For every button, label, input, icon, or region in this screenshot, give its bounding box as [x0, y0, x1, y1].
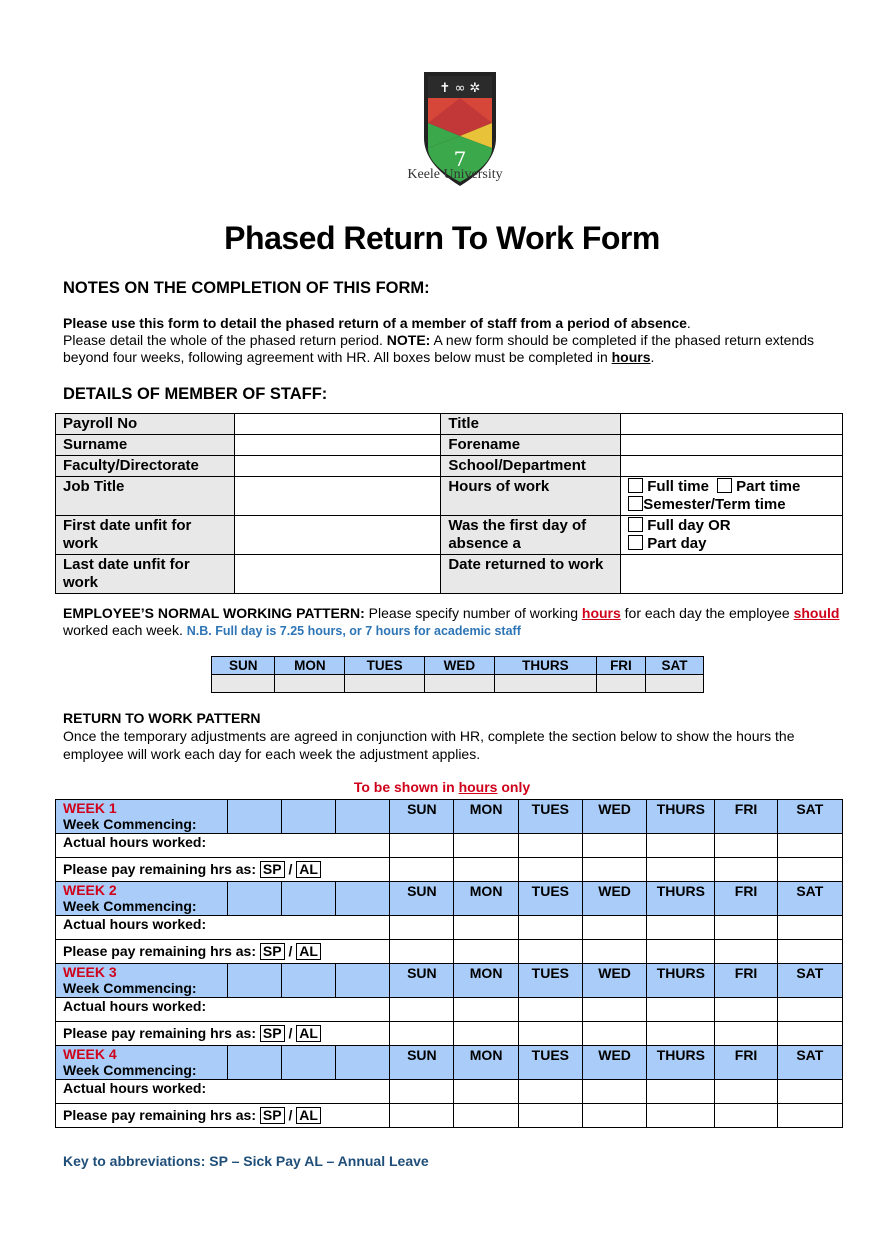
payroll-field[interactable]	[234, 414, 440, 435]
pay-remaining-field[interactable]	[518, 1022, 582, 1046]
first-unfit-field[interactable]	[234, 516, 440, 555]
svg-text:✝ ∞ ✲: ✝ ∞ ✲	[439, 81, 481, 96]
pay-remaining-field[interactable]	[390, 1022, 454, 1046]
details-heading: DETAILS OF MEMBER OF STAFF:	[63, 385, 328, 403]
week-commencing-field[interactable]	[336, 964, 390, 998]
day-hours-field[interactable]	[345, 675, 425, 693]
day-header: FRI	[715, 1046, 777, 1080]
week-commencing-field[interactable]	[227, 882, 281, 916]
week-label-cell: WEEK 1 Week Commencing:	[56, 800, 228, 834]
school-field[interactable]	[621, 456, 843, 477]
actual-hours-field[interactable]	[582, 1080, 646, 1104]
pay-remaining-row: Please pay remaining hrs as: SP / AL	[56, 1022, 390, 1046]
day-hours-field[interactable]	[596, 675, 645, 693]
day-header: FRI	[596, 657, 645, 675]
day-header: WED	[582, 882, 646, 916]
day-header: SAT	[777, 800, 842, 834]
hours-of-work-options: Full time Part time Semester/Term time	[621, 477, 843, 516]
semester-checkbox[interactable]	[628, 496, 643, 511]
day-hours-field[interactable]	[424, 675, 494, 693]
week-commencing-field[interactable]	[281, 882, 335, 916]
actual-hours-field[interactable]	[390, 916, 454, 940]
date-returned-field[interactable]	[621, 555, 843, 594]
pay-remaining-field[interactable]	[390, 858, 454, 882]
actual-hours-field[interactable]	[777, 1080, 842, 1104]
sp-option[interactable]: SP	[260, 861, 285, 878]
actual-hours-field[interactable]	[454, 834, 518, 858]
first-unfit-label: First date unfit for work	[56, 516, 235, 555]
pay-remaining-field[interactable]	[777, 940, 842, 964]
faculty-field[interactable]	[234, 456, 440, 477]
surname-label: Surname	[56, 435, 235, 456]
pay-remaining-field[interactable]	[390, 1104, 454, 1128]
day-header: SAT	[777, 1046, 842, 1080]
sp-option[interactable]: SP	[260, 1025, 285, 1042]
page-title: Phased Return To Work Form	[224, 220, 660, 256]
al-option[interactable]: AL	[296, 1025, 321, 1042]
surname-field[interactable]	[234, 435, 440, 456]
pay-remaining-field[interactable]	[647, 858, 715, 882]
title-field[interactable]	[621, 414, 843, 435]
actual-hours-field[interactable]	[582, 998, 646, 1022]
day-header: THURS	[647, 964, 715, 998]
day-header: TUES	[518, 964, 582, 998]
actual-hours-label: Actual hours worked:	[56, 834, 390, 858]
pay-remaining-field[interactable]	[715, 1104, 777, 1128]
pay-remaining-field[interactable]	[454, 940, 518, 964]
first-day-question: Was the first day of absence a	[441, 516, 621, 555]
last-unfit-field[interactable]	[234, 555, 440, 594]
day-header: TUES	[518, 882, 582, 916]
day-header: THURS	[647, 882, 715, 916]
staff-details-table	[55, 413, 843, 594]
week-commencing-field[interactable]	[336, 882, 390, 916]
pay-remaining-field[interactable]	[715, 940, 777, 964]
al-option[interactable]: AL	[296, 1107, 321, 1124]
actual-hours-label: Actual hours worked:	[56, 916, 390, 940]
actual-hours-field[interactable]	[647, 1080, 715, 1104]
actual-hours-field[interactable]	[715, 916, 777, 940]
job-title-label: Job Title	[56, 477, 235, 516]
actual-hours-field[interactable]	[647, 834, 715, 858]
last-unfit-label: Last date unfit for work	[56, 555, 235, 594]
day-header: MON	[454, 964, 518, 998]
day-header: SUN	[212, 657, 275, 675]
day-header: SUN	[390, 964, 454, 998]
university-name: Keele University	[407, 167, 503, 182]
week-commencing-field[interactable]	[281, 1046, 335, 1080]
actual-hours-field[interactable]	[454, 916, 518, 940]
day-header: WED	[582, 800, 646, 834]
week-label-cell: WEEK 2 Week Commencing:	[56, 882, 228, 916]
day-header: FRI	[715, 882, 777, 916]
pay-remaining-field[interactable]	[582, 858, 646, 882]
pay-remaining-field[interactable]	[647, 1022, 715, 1046]
pay-remaining-field[interactable]	[715, 858, 777, 882]
day-hours-field[interactable]	[645, 675, 703, 693]
day-header: FRI	[715, 964, 777, 998]
day-header: THURS	[494, 657, 596, 675]
svg-text:7: 7	[453, 147, 467, 171]
actual-hours-field[interactable]	[715, 998, 777, 1022]
full-day-checkbox[interactable]	[628, 517, 643, 532]
week-commencing-field[interactable]	[281, 800, 335, 834]
actual-hours-label: Actual hours worked:	[56, 1080, 390, 1104]
first-day-options: Full day OR Part day	[621, 516, 843, 555]
week-label-cell: WEEK 4 Week Commencing:	[56, 1046, 228, 1080]
pay-remaining-field[interactable]	[454, 858, 518, 882]
day-header: SUN	[390, 800, 454, 834]
forename-label: Forename	[441, 435, 621, 456]
pay-remaining-field[interactable]	[777, 1104, 842, 1128]
actual-hours-field[interactable]	[647, 916, 715, 940]
actual-hours-field[interactable]	[582, 916, 646, 940]
part-time-checkbox[interactable]	[717, 478, 732, 493]
day-header: SUN	[390, 882, 454, 916]
actual-hours-field[interactable]	[777, 916, 842, 940]
week-commencing-field[interactable]	[227, 1046, 281, 1080]
actual-hours-field[interactable]	[454, 1080, 518, 1104]
abbreviations-key: Key to abbreviations: SP – Sick Pay AL – Annual Leave	[63, 1153, 429, 1169]
day-header: SAT	[777, 964, 842, 998]
day-header: FRI	[715, 800, 777, 834]
al-option[interactable]: AL	[296, 943, 321, 960]
pay-remaining-field[interactable]	[582, 1022, 646, 1046]
payroll-label: Payroll No	[56, 414, 235, 435]
pay-remaining-field[interactable]	[454, 1022, 518, 1046]
day-hours-field[interactable]	[494, 675, 596, 693]
rtw-text: Once the temporary adjustments are agreed in conjunction with HR, complete the section below to show the hours the employee will work each day for each week the adjustment applies.	[63, 728, 795, 762]
pay-remaining-row: Please pay remaining hrs as: SP / AL	[56, 1104, 390, 1128]
day-hours-field[interactable]	[212, 675, 275, 693]
date-returned-label: Date returned to work	[441, 555, 621, 594]
notes-text: Please use this form to detail the phased return of a member of staff from a period of absence. Please detail the whole of the phased return period. NOTE: A new form should be completed if the phased return extends beyond four weeks, following agreement with HR. All boxes below must be completed in hours.	[63, 315, 815, 365]
day-header: WED	[582, 964, 646, 998]
day-header: TUES	[345, 657, 425, 675]
week-commencing-field[interactable]	[336, 800, 390, 834]
pay-remaining-field[interactable]	[582, 1104, 646, 1128]
day-header: WED	[424, 657, 494, 675]
sp-option[interactable]: SP	[260, 1107, 285, 1124]
actual-hours-field[interactable]	[582, 834, 646, 858]
day-header: MON	[454, 800, 518, 834]
actual-hours-field[interactable]	[518, 998, 582, 1022]
hours-of-work-label: Hours of work	[441, 477, 621, 516]
normal-pattern-table	[211, 656, 704, 693]
part-day-checkbox[interactable]	[628, 535, 643, 550]
day-header: MON	[275, 657, 345, 675]
day-header: THURS	[647, 800, 715, 834]
pay-remaining-field[interactable]	[518, 1104, 582, 1128]
sp-option[interactable]: SP	[260, 943, 285, 960]
day-header: MON	[454, 882, 518, 916]
day-hours-field[interactable]	[275, 675, 345, 693]
pay-remaining-field[interactable]	[647, 1104, 715, 1128]
faculty-label: Faculty/Directorate	[56, 456, 235, 477]
day-header: WED	[582, 1046, 646, 1080]
actual-hours-field[interactable]	[647, 998, 715, 1022]
week-commencing-field[interactable]	[281, 964, 335, 998]
pay-remaining-field[interactable]	[518, 858, 582, 882]
pay-remaining-row: Please pay remaining hrs as: SP / AL	[56, 940, 390, 964]
actual-hours-field[interactable]	[518, 1080, 582, 1104]
week-label-cell: WEEK 3 Week Commencing:	[56, 964, 228, 998]
day-header: SUN	[390, 1046, 454, 1080]
day-header: TUES	[518, 1046, 582, 1080]
full-time-checkbox[interactable]	[628, 478, 643, 493]
actual-hours-field[interactable]	[390, 1080, 454, 1104]
day-header: MON	[454, 1046, 518, 1080]
pay-remaining-field[interactable]	[390, 940, 454, 964]
working-pattern-text: EMPLOYEE’S NORMAL WORKING PATTERN: Please specify number of working hours for each day the employee should worked each week. N.B. Full day is 7.25 hours, or 7 hours for academic staff	[63, 605, 840, 638]
actual-hours-field[interactable]	[390, 998, 454, 1022]
actual-hours-field[interactable]	[777, 998, 842, 1022]
actual-hours-field[interactable]	[454, 998, 518, 1022]
pay-remaining-field[interactable]	[777, 858, 842, 882]
pay-remaining-field[interactable]	[518, 940, 582, 964]
school-label: School/Department	[441, 456, 621, 477]
return-pattern-table	[55, 799, 843, 1128]
day-header: SAT	[777, 882, 842, 916]
pay-remaining-row: Please pay remaining hrs as: SP / AL	[56, 858, 390, 882]
day-header: THURS	[647, 1046, 715, 1080]
forename-field[interactable]	[621, 435, 843, 456]
actual-hours-label: Actual hours worked:	[56, 998, 390, 1022]
week-commencing-field[interactable]	[336, 1046, 390, 1080]
week-commencing-field[interactable]	[227, 964, 281, 998]
week-commencing-field[interactable]	[227, 800, 281, 834]
pay-remaining-field[interactable]	[777, 1022, 842, 1046]
actual-hours-field[interactable]	[777, 834, 842, 858]
job-title-field[interactable]	[234, 477, 440, 516]
pay-remaining-field[interactable]	[647, 940, 715, 964]
al-option[interactable]: AL	[296, 861, 321, 878]
rtw-heading: RETURN TO WORK PATTERN	[63, 710, 261, 726]
actual-hours-field[interactable]	[715, 834, 777, 858]
pay-remaining-field[interactable]	[582, 940, 646, 964]
title-label: Title	[441, 414, 621, 435]
actual-hours-field[interactable]	[715, 1080, 777, 1104]
pay-remaining-field[interactable]	[454, 1104, 518, 1128]
actual-hours-field[interactable]	[390, 834, 454, 858]
actual-hours-field[interactable]	[518, 834, 582, 858]
day-header: TUES	[518, 800, 582, 834]
hours-only-note: To be shown in hours only	[353, 779, 531, 795]
day-header: SAT	[645, 657, 703, 675]
actual-hours-field[interactable]	[518, 916, 582, 940]
pay-remaining-field[interactable]	[715, 1022, 777, 1046]
notes-heading: NOTES ON THE COMPLETION OF THIS FORM:	[63, 279, 430, 297]
